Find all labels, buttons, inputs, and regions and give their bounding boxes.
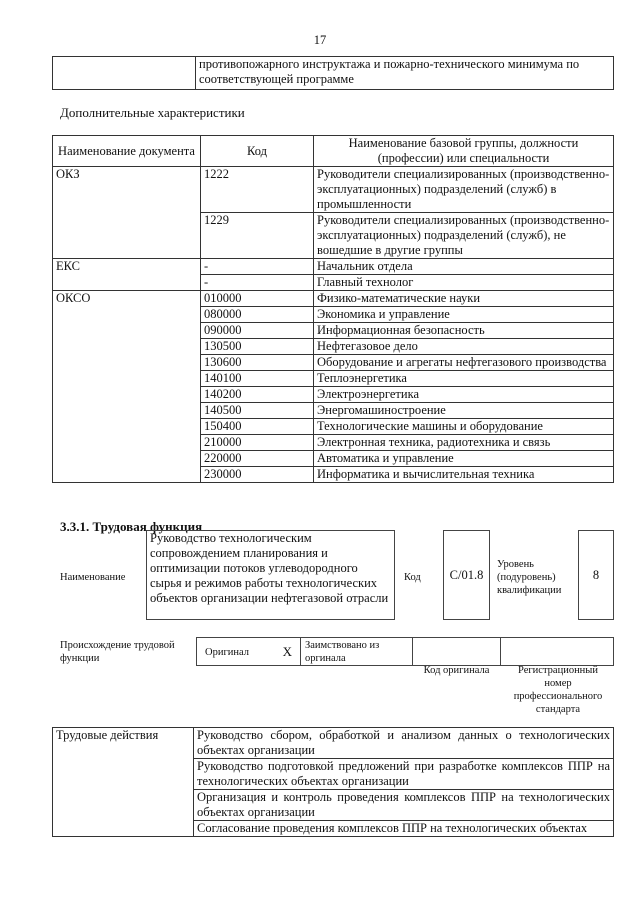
additional-characteristics-table xyxy=(52,135,614,483)
name-cell: Физико-математические науки xyxy=(314,291,614,307)
labor-actions-table xyxy=(52,727,614,837)
code-cell: 1222 xyxy=(201,167,314,213)
name-label: Наименование xyxy=(60,572,126,583)
original-mark: X xyxy=(282,644,292,659)
header-name: Наименование базовой группы, должности (профессии) или специальности xyxy=(314,136,614,167)
name-cell: Руководители специализированных (производственно-эксплуатационных) подразделений (служб), не вошедшие в другие группы xyxy=(314,213,614,259)
original-cell xyxy=(196,637,301,666)
original-code-label: Код оригинала xyxy=(423,665,490,676)
code-cell: - xyxy=(201,259,314,275)
origin-label: Происхождение трудовой функции xyxy=(60,640,175,664)
table-row xyxy=(53,259,614,275)
actions-label: Трудовые действия xyxy=(53,728,194,837)
code-cell: 130600 xyxy=(201,355,314,371)
qualification-level: 8 xyxy=(578,530,614,620)
doc-name-cell: ЕКС xyxy=(53,259,201,291)
top-right-cell: противопожарного инструктажа и пожарно-технического минимума по соответствующей программе xyxy=(196,57,614,90)
name-cell: Теплоэнергетика xyxy=(314,371,614,387)
code-cell: 090000 xyxy=(201,323,314,339)
action-item: Организация и контроль проведения комплексов ППР на технологических объектах организации xyxy=(194,790,614,821)
function-name: Руководство технологическим сопровождением планирования и оптимизации потоков углеводородного сырья и режимов работы технологических объектов организации нефтегазовой отрасли xyxy=(146,530,395,620)
name-cell: Информатика и вычислительная техника xyxy=(314,467,614,483)
table-row xyxy=(53,291,614,307)
top-left-cell xyxy=(53,57,196,90)
action-item: Руководство сбором, обработкой и анализом данных о технологических объектах организации xyxy=(194,728,614,759)
function-code: C/01.8 xyxy=(443,530,490,620)
code-cell: - xyxy=(201,275,314,291)
top-table xyxy=(52,56,614,90)
name-cell: Электроэнергетика xyxy=(314,387,614,403)
action-item: Руководство подготовкой предложений при разработке комплексов ППР на технологических объектах организации xyxy=(194,759,614,790)
code-cell: 140200 xyxy=(201,387,314,403)
section-title: Дополнительные характеристики xyxy=(60,105,245,120)
table-row xyxy=(53,167,614,213)
function-title: 3.3.1. Трудовая функция xyxy=(60,519,203,534)
code-cell: 220000 xyxy=(201,451,314,467)
code-cell: 130500 xyxy=(201,339,314,355)
original-code-cell xyxy=(412,637,501,666)
name-cell: Технологические машины и оборудование xyxy=(314,419,614,435)
level-label: Уровень (подуровень) квалификации xyxy=(497,559,562,596)
reg-number-cell xyxy=(500,637,614,666)
code-cell: 140100 xyxy=(201,371,314,387)
code-cell: 1229 xyxy=(201,213,314,259)
code-cell: 150400 xyxy=(201,419,314,435)
name-cell: Оборудование и агрегаты нефтегазового производства xyxy=(314,355,614,371)
header-doc: Наименование документа xyxy=(53,136,201,167)
code-cell: 210000 xyxy=(201,435,314,451)
name-cell: Автоматика и управление xyxy=(314,451,614,467)
code-label: Код xyxy=(404,572,421,583)
table-row xyxy=(53,728,614,759)
name-cell: Энергомашиностроение xyxy=(314,403,614,419)
borrowed-cell: Заимствовано из оргинала xyxy=(300,637,413,666)
table-header xyxy=(53,136,614,167)
reg-number-label: Регистрационный номер профессионального стандарта xyxy=(513,665,603,715)
name-cell: Главный технолог xyxy=(314,275,614,291)
page-number: 17 xyxy=(313,33,327,47)
name-cell: Электронная техника, радиотехника и связь xyxy=(314,435,614,451)
code-cell: 230000 xyxy=(201,467,314,483)
name-cell: Нефтегазовое дело xyxy=(314,339,614,355)
name-cell: Информационная безопасность xyxy=(314,323,614,339)
name-cell: Экономика и управление xyxy=(314,307,614,323)
header-code: Код xyxy=(201,136,314,167)
action-item: Согласование проведения комплексов ППР на технологических объектах xyxy=(194,821,614,837)
code-cell: 140500 xyxy=(201,403,314,419)
name-cell: Руководители специализированных (производственно-эксплуатационных) подразделений (служб) в промышленности xyxy=(314,167,614,213)
code-cell: 010000 xyxy=(201,291,314,307)
name-cell: Начальник отдела xyxy=(314,259,614,275)
doc-name-cell: ОКЗ xyxy=(53,167,201,259)
original-label: Оригинал xyxy=(205,647,249,658)
code-cell: 080000 xyxy=(201,307,314,323)
doc-name-cell: ОКСО xyxy=(53,291,201,483)
